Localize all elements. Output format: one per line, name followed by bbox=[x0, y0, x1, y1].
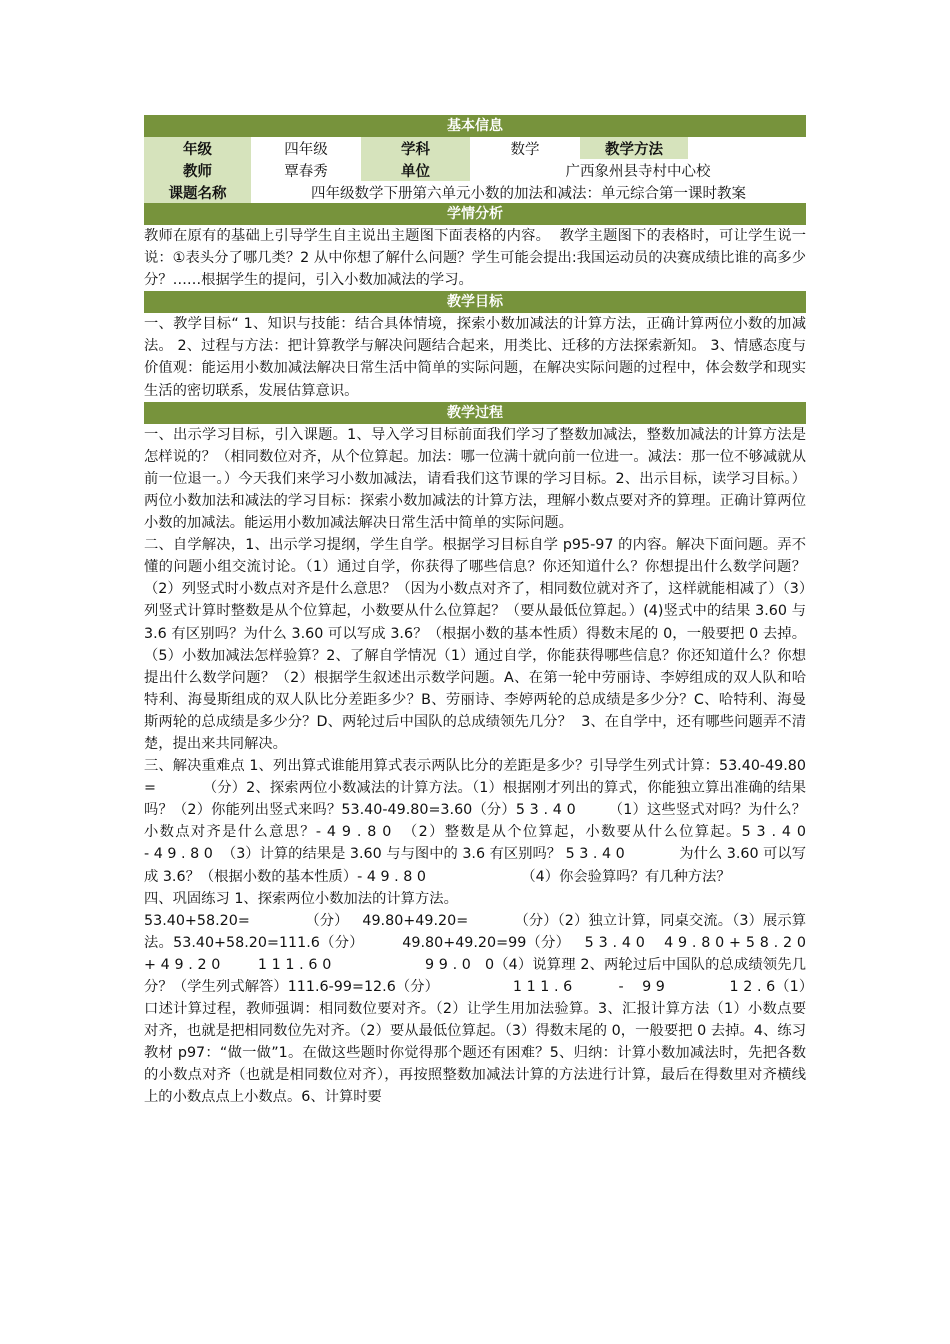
basic-info-table bbox=[144, 137, 806, 203]
grade-label: 年级 bbox=[144, 137, 251, 159]
method-label: 教学方法 bbox=[580, 137, 688, 159]
info-row-1 bbox=[144, 137, 806, 159]
unit-value: 广西象州县寺村中心校 bbox=[470, 159, 806, 181]
process-paragraph-5: 53.40+58.20= （分） 49.80+49.20= （分）（2）独立计算，同桌交流。（3）展示算法。53.40+58.20=111.6（分） 49.80+49.20=99（分） 5 3 . 4 0 4 9 . 8 0 + 5 8 . 2 0 + 4 9 . 2 0 1 1 1 . 6 0 9 9 . 0 0（4）说算理 2、两轮过后中国队的总成绩领先几分？（学生列式解答）111.6-99=12.6（分） 1 1 1 . 6 - 9 9 1 2 . 6（1）口述计算过程，教师强调：相同数位要对齐。（2）让学生用加法验算。3、汇报计算方法（1）小数点要对齐，也就是把相同数位先对齐。（2）要从最低位算起。（3）得数末尾的 0，一般要把 0 去掉。4、练习教材 p97：“做一做”1。在做这些题时你觉得那个题还有困难？5、归纳：计算小数加减法时，先把各数的小数点对齐（也就是相同数位对齐），再按照整数加减法计算的方法进行计算，最后在得数里对齐横线上的小数点点上小数点。6、计算时要 bbox=[144, 912, 884, 1106]
topic-value: 四年级数学下册第六单元小数的加法和减法：单元综合第一课时教案 bbox=[251, 181, 806, 203]
info-row-2 bbox=[144, 159, 806, 181]
process-paragraph-2: 二、自学解决，1、出示学习提纲，学生自学。根据学习目标自学 p95-97 的内容。解决下面问题。弄不懂的问题小组交流讨论。（1）通过自学，你获得了哪些信息？你还知道什么？你想提出什么数学问题？（2）列竖式时小数点对齐是什么意思？（因为小数点对齐了，相同数位就对齐了，这样就能相减了）（3）列竖式计算时整数是从个位算起，小数要从什么位算起？（要从最低位算起。）(4)竖式中的结果 3.60 与 3.6 有区别吗？为什么 3.60 可以写成 3.6？（根据小数的基本性质）得数末尾的 0，一般要把 0 去掉。（5）小数加减法怎样验算？2、了解自学情况（1）通过自学，你能获得哪些信息？你还知道什么？你想提出什么数学问题？（2）根据学生叙述出示数学问题。A、在第一轮中劳丽诗、李婷组成的双人队和哈特利、海曼斯组成的双人队比分差距多少？B、劳丽诗、李婷两轮的总成绩是多少分？C、哈特利、海曼斯两轮的总成绩是多少分？D、两轮过后中国队的总成绩领先几分？ 3、在自学中，还有哪些问题弄不清楚，提出来共同解决。 bbox=[144, 537, 811, 752]
subject-value: 数学 bbox=[470, 137, 580, 159]
student-analysis-header: 学情分析 bbox=[144, 203, 806, 225]
info-row-3 bbox=[144, 181, 806, 203]
basic-info-header: 基本信息 bbox=[144, 115, 806, 137]
teaching-goals-header: 教学目标 bbox=[144, 291, 806, 313]
teacher-value: 覃春秀 bbox=[251, 159, 361, 181]
teaching-process-header: 教学过程 bbox=[144, 402, 806, 424]
lesson-plan-document bbox=[144, 115, 884, 1109]
unit-label: 单位 bbox=[361, 159, 470, 181]
student-analysis-text: 教师在原有的基础上引导学生自主说出主题图下面表格的内容。 教学主题图下的表格时，可让学生说一说：①表头分了哪几类？2 从中你想了解什么问题？学生可能会提出:我国运动员的决赛成绩比谁的高多少分？……根据学生的提问，引入小数加减法的学习。 bbox=[144, 228, 806, 289]
topic-label: 课题名称 bbox=[144, 181, 251, 203]
process-paragraph-1: 一、出示学习目标，引入课题。1、导入学习目标前面我们学习了整数加减法，整数加减法的计算方法是怎样说的？（相同数位对齐，从个位算起。加法：哪一位满十就向前一位进一。减法：那一位不够减就从前一位退一。）今天我们来学习小数加减法，请看我们这节课的学习目标。2、出示目标，读学习目标。）两位小数加法和减法的学习目标：探索小数加减法的计算方法，理解小数点要对齐的算理。正确计算两位小数的加减法。能运用小数加减法解决日常生活中简单的实际问题。 bbox=[144, 426, 806, 532]
process-paragraph-3: 三、解决重难点 1、列出算式谁能用算式表示两队比分的差距是多少？引导学生列式计算：53.40-49.80= （分）2、探索两位小数减法的计算方法。（1）根据刚才列出的算式，你能独立算出准确的结果吗？（2）你能列出竖式来吗？53.40-49.80=3.60（分）5 3 . 4 0 （1）这些竖式对吗？为什么？小数点对齐是什么意思？- 4 9 . 8 0 （2）整数是从个位算起，小数要从什么位算起。5 3 . 4 0 - 4 9 . 8 0 （3）计算的结果是 3.60 与与图中的 3.6 有区别吗？ 5 3 . 4 0 为什么 3.60 可以写成 3.6？（根据小数的基本性质）- 4 9 . 8 0 （4）你会验算吗？有几种方法？ bbox=[144, 758, 866, 885]
teaching-goals-text: 一、教学目标“ 1、知识与技能：结合具体情境，探索小数加减法的计算方法，正确计算两位小数的加减法。 2、过程与方法：把计算教学与解决问题结合起来，用类比、迁移的方法探索新知。 3、情感态度与价值观：能运用小数加减法解决日常生活中简单的实际问题，在解决实际问题的过程中，体会数学和现实生活的密切联系，发展估算意识。 bbox=[144, 316, 806, 399]
process-paragraph-4: 四、巩固练习 1、探索两位小数加法的计算方法。 bbox=[144, 890, 458, 907]
subject-label: 学科 bbox=[361, 137, 470, 159]
teacher-label: 教师 bbox=[144, 159, 251, 181]
method-value bbox=[688, 137, 806, 159]
grade-value: 四年级 bbox=[251, 137, 361, 159]
